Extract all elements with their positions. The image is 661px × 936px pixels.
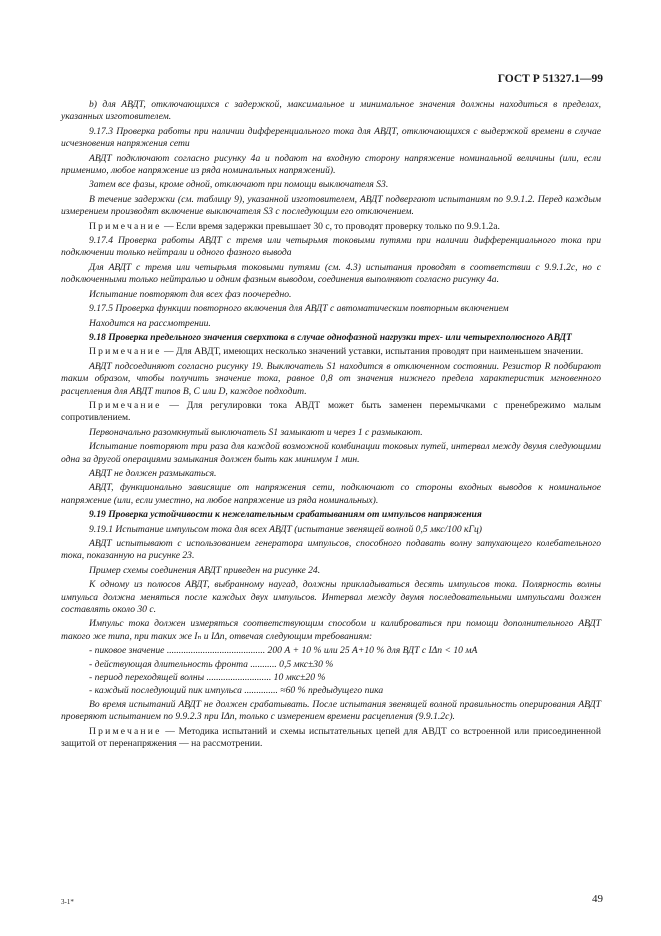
- document-code: ГОСТ Р 51327.1—99: [497, 73, 603, 85]
- subsection-heading: 9.19.1 Испытание импульсом тока для всех АВДТ (испытание звенящей волной 0,5 мкс/100 кГц): [89, 523, 482, 535]
- note-text: — Для регулировки тока АВДТ может быть заменен перемычками с пренебрежимо малым сопротивлением.: [61, 399, 601, 424]
- section-heading: 9.19 Проверка устойчивости к нежелательным срабатываниям от импульсов напряжения: [89, 509, 482, 521]
- paragraph: b) для АВДТ, отключающихся с задержкой, максимальное и минимальное значения должны находиться в пределах, указанных изготовителем.: [61, 99, 601, 123]
- requirement-item: - пиковое значение ......................................... 200 А + 10 % или 25 А+10 % для ВДТ с IΔn < 10 мА: [89, 645, 478, 657]
- requirement-item: - период переходящей волны ........................... 10 мкс±20 %: [89, 672, 326, 684]
- paragraph: Испытание повторяют три раза для каждой возможной комбинации токовых путей, интервал между двумя следующими одна за другой операциями замыкания должен быть как минимум 1 мин.: [61, 441, 601, 465]
- paragraph: Затем все фазы, кроме одной, отключают при помощи выключателя S3.: [89, 179, 389, 191]
- note: [61, 346, 601, 358]
- paragraph: Для АВДТ с тремя или четырьмя токовыми путями (см. 4.3) испытания проводят в соответствии с 9.9.1.2с, но с подключенными только нейтралью и одним фазным выводом, соединения выполняют согласно рисунку 4а.: [61, 261, 601, 286]
- paragraph: В течение задержки (см. таблицу 9), указанной изготовителем, АВДТ подвергают испытаниям по 9.9.1.2. Перед каждым измерением производят включение выключателя S3 с последующим его отключением.: [61, 193, 601, 218]
- requirement-item: - каждый последующий пик импульса .............. ≈60 % предыдущего пика: [89, 685, 384, 697]
- page-body: [61, 99, 601, 753]
- section-heading: 9.18 Проверка предельного значения сверхтока в случае однофазной нагрузки трех- или четырехполюсного АВДТ: [89, 331, 572, 343]
- subsection-heading: 9.17.3 Проверка работы при наличии дифференциального тока для АВДТ, отключающихся с выдержкой времени в случае исчезновения напряжения сети: [61, 125, 601, 150]
- note: [61, 221, 601, 233]
- note: [61, 400, 601, 425]
- sheet-mark: 3-1*: [61, 898, 74, 906]
- paragraph: Во время испытаний АВДТ не должен срабатывать. После испытания звенящей волной правильность оперирования АВДТ проверяют испытанием по 9.9.2.3 при IΔn, только с измерением времени расцепления (9.9.1.2с).: [61, 698, 601, 723]
- note-label: Примечание: [89, 399, 162, 411]
- paragraph: АВДТ подключают согласно рисунку 4а и подают на входную сторону напряжение номинальной величины (или, если применимо, любое напряжение из ряда номинальных напряжений).: [61, 152, 601, 177]
- note: [61, 726, 601, 751]
- note-text: — Если время задержки превышает 30 с, то проводят проверку только по 9.9.1.2а.: [161, 220, 500, 232]
- paragraph: АВДТ не должен размыкаться.: [89, 467, 217, 479]
- paragraph: Испытание повторяют для всех фаз поочередно.: [89, 288, 292, 300]
- paragraph: К одному из полюсов АВДТ, выбранному наугад, должны прикладываться десять импульсов тока. Полярность волны импульса должна меняться после каждых двух импульсов. Интервал между двумя последовательными импульсами должен составлять около 30 с.: [61, 579, 601, 616]
- note-label: Примечание: [89, 725, 162, 737]
- paragraph: Пример схемы соединения АВДТ приведен на рисунке 24.: [89, 564, 321, 576]
- paragraph: АВДТ, функционально зависящие от напряжения сети, подключают со стороны входных выводов к номинальное напряжение (или, если уместно, на любое напряжение из ряда номинальных).: [61, 482, 601, 506]
- paragraph: АВДТ испытывают с использованием генератора импульсов, способного подавать волну затухающего колебательного тока, показанную на рисунке 23.: [61, 538, 601, 562]
- page-number: 49: [592, 893, 603, 905]
- paragraph: Импульс тока должен измеряться соответствующим способом и калиброваться при помощи дополнительного АВДТ такого же типа, при таких же Iₙ и IΔn, отвечая следующим требованиям:: [61, 618, 601, 642]
- note-text: — Для АВДТ, имеющих несколько значений уставки, испытания проводят при наименьшем значении.: [161, 346, 584, 358]
- subsection-heading: 9.17.5 Проверка функции повторного включения для АВДТ с автоматическим повторным включением: [89, 303, 509, 315]
- paragraph: АВДТ подсоединяют согласно рисунку 19. Выключатель S1 находится в отключенном состоянии. Резистор R подбирают таким образом, чтобы получить значение тока, равное 0,8 от значения нижнего предела характеристик мгновенного расцепления для АВДТ типов B, C или D, каждое подходит.: [61, 360, 601, 397]
- note-label: Примечание: [89, 220, 162, 232]
- subsection-heading: 9.17.4 Проверка работы АВДТ с тремя или четырьмя токовыми путями при наличии дифференциального тока при подключении только нейтрали и одного фазного вывода: [61, 235, 601, 259]
- note-label: Примечание: [89, 346, 162, 358]
- paragraph: Первоначально разомкнутый выключатель S1 замыкают и через 1 с размыкают.: [89, 426, 423, 438]
- paragraph: Находится на рассмотрении.: [89, 317, 211, 329]
- requirement-item: - действующая длительность фронта ........... 0,5 мкс±30 %: [89, 658, 334, 670]
- note-text: — Методика испытаний и схемы испытательных цепей для АВДТ со встроенной или присоединенной защитой от перенапряжения — на рассмотрении.: [61, 725, 601, 750]
